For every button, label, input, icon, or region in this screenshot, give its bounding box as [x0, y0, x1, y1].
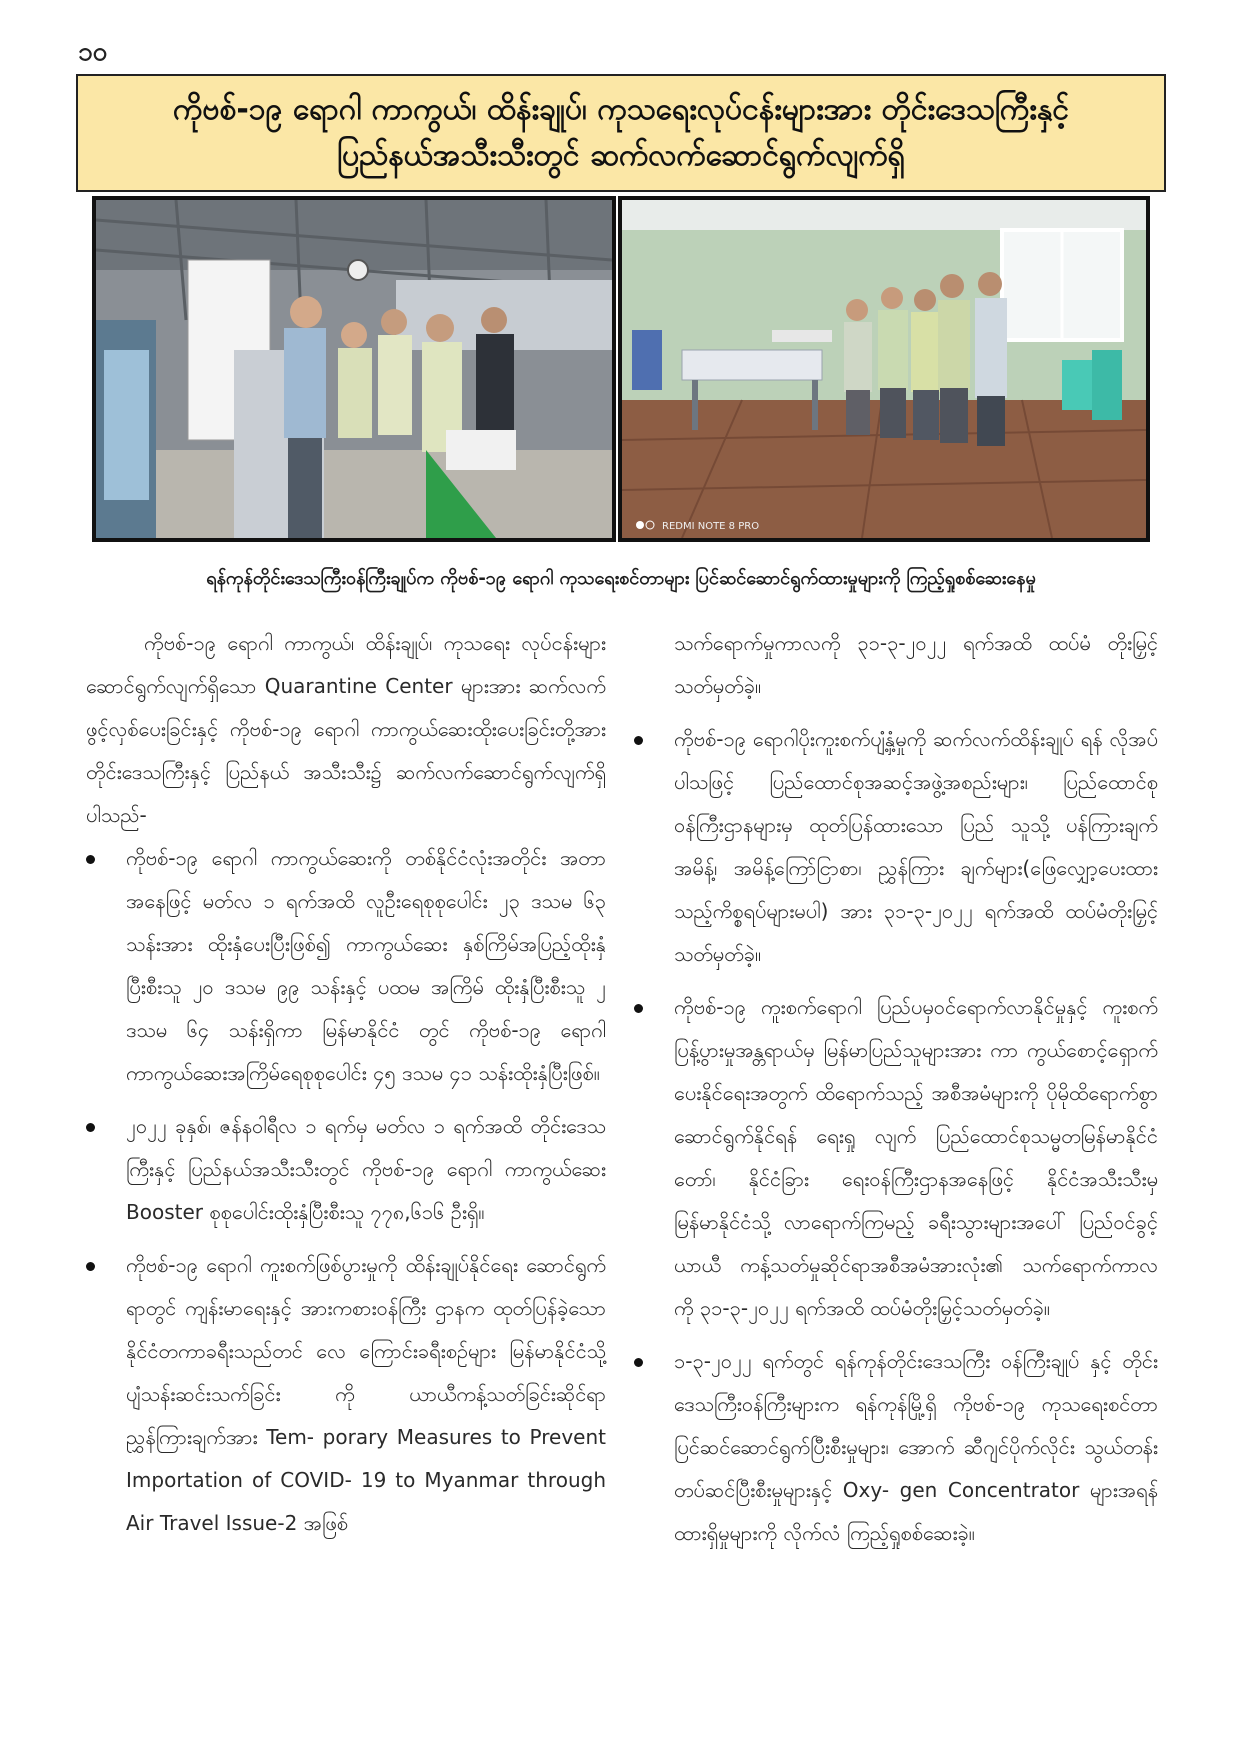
left-bullet-list	[86, 837, 606, 1545]
list-item	[86, 1105, 606, 1234]
bullet-text: ၂၀၂၂ ခုနှစ်၊ ဇန်နဝါရီလ ၁ ရက်မှ မတ်လ ၁ ရက်အထိ တိုင်းဒေသကြီးနှင့် ပြည်နယ်အသီးသီးတွင် ကိုဗစ်-၁၉ ရောဂါ ကာကွယ်ဆေး Booster စုစုပေါင်းထိုးနှံပြီးစီးသူ ၇၇၈,၆၁၆ ဦးရှိ။	[126, 1114, 606, 1224]
headline-banner	[76, 74, 1166, 192]
page-number: ၁၀	[78, 37, 108, 67]
headline-line-1: ကိုဗစ်-၁၉ ရောဂါ ကာကွယ်၊ ထိန်းချုပ်၊ ကုသရေးလုပ်ငန်းများအား တိုင်းဒေသကြီးနှင့်	[172, 92, 1070, 127]
intro-paragraph: ကိုဗစ်-၁၉ ရောဂါ ကာကွယ်၊ ထိန်းချုပ်၊ ကုသရေး လုပ်ငန်းများ ဆောင်ရွက်လျက်ရှိသော Quarantine Center များအား ဆက်လက်ဖွင့်လှစ်ပေးခြင်းနှင့် ကိုဗစ်-၁၉ ရောဂါ ကာကွယ်ဆေးထိုးပေးခြင်းတို့အား တိုင်းဒေသကြီးနှင့် ပြည်နယ် အသီးသီး၌ ဆက်လက်ဆောင်ရွက်လျက်ရှိပါသည်-	[86, 631, 606, 827]
bullet-icon	[634, 736, 643, 745]
right-bullet-list	[634, 718, 1158, 1555]
left-column	[86, 622, 606, 1555]
list-item	[86, 837, 606, 1095]
hospital-ward-photo	[618, 196, 1150, 542]
bullet-text: ကိုဗစ်-၁၉ ရောဂါ ကူးစက်ဖြစ်ပွားမှုကို ထိန်းချုပ်နိုင်ရေး ဆောင်ရွက်ရာတွင် ကျန်းမာရေးနှင့် အားကစားဝန်ကြီး ဌာနက ထုတ်ပြန်ခဲ့သော နိုင်ငံတကာခရီးသည်တင် လေ ကြောင်းခရီးစဉ်များ မြန်မာနိုင်ငံသို့ ပျံသန်းဆင်းသက်ခြင်း ကို ယာယီကန့်သတ်ခြင်းဆိုင်ရာညွှန်ကြားချက်အား Tem- porary Measures to Prevent Importation of COVID- 19 to Myanmar through Air Travel Issue-2 အဖြစ်	[126, 1253, 606, 1535]
bullet-text: ကိုဗစ်-၁၉ ရောဂါ ကာကွယ်ဆေးကို တစ်နိုင်ငံလုံးအတိုင်း အတာအနေဖြင့် မတ်လ ၁ ရက်အထိ လူဦးရေစုစုပေါင်း ၂၃ ဒသမ ၆၃ သန်းအား ထိုးနှံပေးပြီးဖြစ်၍ ကာကွယ်ဆေး နှစ်ကြိမ်အပြည့်ထိုးနှံပြီးစီးသူ ၂၀ ဒသမ ၉၉ သန်းနှင့် ပထမ အကြိမ် ထိုးနှံပြီးစီးသူ ၂ ဒသမ ၆၄ သန်းရှိကာ မြန်မာနိုင်ငံ တွင် ကိုဗစ်-၁၉ ရောဂါ ကာကွယ်ဆေးအကြိမ်ရေစုစုပေါင်း ၄၅ ဒသမ ၄၁ သန်းထိုးနှံပြီးဖြစ်။	[126, 846, 606, 1085]
photo-caption: ရန်ကုန်တိုင်းဒေသကြီးဝန်ကြီးချုပ်က ကိုဗစ်-၁၉ ရောဂါ ကုသရေးစင်တာများ ပြင်ဆင်ဆောင်ရွက်ထားမှုများကို ကြည့်ရှုစစ်ဆေးနေမှု	[206, 568, 1036, 589]
list-item	[634, 986, 1158, 1330]
bullet-icon	[634, 1358, 643, 1367]
bullet-icon	[86, 1262, 95, 1271]
list-item	[634, 718, 1158, 976]
bullet-icon	[86, 1123, 95, 1132]
photo-watermark: REDMI NOTE 8 PRO	[662, 521, 760, 532]
list-item	[86, 1244, 606, 1545]
right-column	[634, 622, 1158, 1565]
bullet-text: ၁-၃-၂၀၂၂ ရက်တွင် ရန်ကုန်တိုင်းဒေသကြီး ဝန်ကြီးချုပ် နှင့် တိုင်းဒေသကြီးဝန်ကြီးများက ရန်ကုန်မြို့ရှိ ကိုဗစ်-၁၉ ကုသရေးစင်တာ ပြင်ဆင်ဆောင်ရွက်ပြီးစီးမှုများ၊ အောက် ဆီဂျင်ပိုက်လိုင်း သွယ်တန်းတပ်ဆင်ပြီးစီးမှုများနှင့် Oxy- gen Concentrator များအရန်ထားရှိမှုများကို လိုက်လံ ကြည့်ရှုစစ်ဆေးခဲ့။	[674, 1349, 1158, 1545]
bullet-icon	[86, 855, 95, 864]
hospital-ward-image	[622, 200, 1146, 538]
list-item	[634, 1340, 1158, 1555]
vaccination-site-photo	[92, 196, 616, 542]
headline-line-2: ပြည်နယ်အသီးသီးတွင် ဆက်လက်ဆောင်ရွက်လျက်ရှိ	[337, 138, 905, 173]
continuation-paragraph: သက်ရောက်မှုကာလကို ၃၁-၃-၂၀၂၂ ရက်အထိ ထပ်မံ တိုးမြှင့်သတ်မှတ်ခဲ့။	[674, 631, 1158, 698]
bullet-text: ကိုဗစ်-၁၉ ရောဂါပိုးကူးစက်ပျံ့နှံ့မှုကို ဆက်လက်ထိန်းချုပ် ရန် လိုအပ်ပါသဖြင့် ပြည်ထောင်စုအဆင့်အဖွဲ့အစည်းများ၊ ပြည်ထောင်စုဝန်ကြီးဌာနများမှ ထုတ်ပြန်ထားသော ပြည် သူသို့ ပန်ကြားချက်အမိန့်၊ အမိန့်ကြော်ငြာစာ၊ ညွှန်ကြား ချက်များ(ဖြေလျှော့ပေးထားသည့်ကိစ္စရပ်များမပါ) အား ၃၁-၃-၂၀၂၂ ရက်အထိ ထပ်မံတိုးမြှင့်သတ်မှတ်ခဲ့။	[674, 727, 1158, 966]
bullet-icon	[634, 1004, 643, 1013]
bullet-text: ကိုဗစ်-၁၉ ကူးစက်ရောဂါ ပြည်ပမှဝင်ရောက်လာနိုင်မှုနှင့် ကူးစက်ပြန့်ပွားမှုအန္တရာယ်မှ မြန်မာပြည်သူများအား ကာ ကွယ်စောင့်ရှောက်ပေးနိုင်ရေးအတွက် ထိရောက်သည့် အစီအမံများကို ပိုမိုထိရောက်စွာဆောင်ရွက်နိုင်ရန် ရေးရှု လျက် ပြည်ထောင်စုသမ္မတမြန်မာနိုင်ငံတော်၊ နိုင်ငံခြား ရေးဝန်ကြီးဌာနအနေဖြင့် နိုင်ငံအသီးသီးမှ မြန်မာနိုင်ငံသို့ လာရောက်ကြမည့် ခရီးသွားများအပေါ် ပြည်ဝင်ခွင့် ယာယီ ကန့်သတ်မှုဆိုင်ရာအစီအမံအားလုံး၏ သက်ရောက်ကာလ ကို ၃၁-၃-၂၀၂၂ ရက်အထိ ထပ်မံတိုးမြှင့်သတ်မှတ်ခဲ့။	[674, 995, 1158, 1320]
vaccination-site-image	[96, 200, 612, 538]
